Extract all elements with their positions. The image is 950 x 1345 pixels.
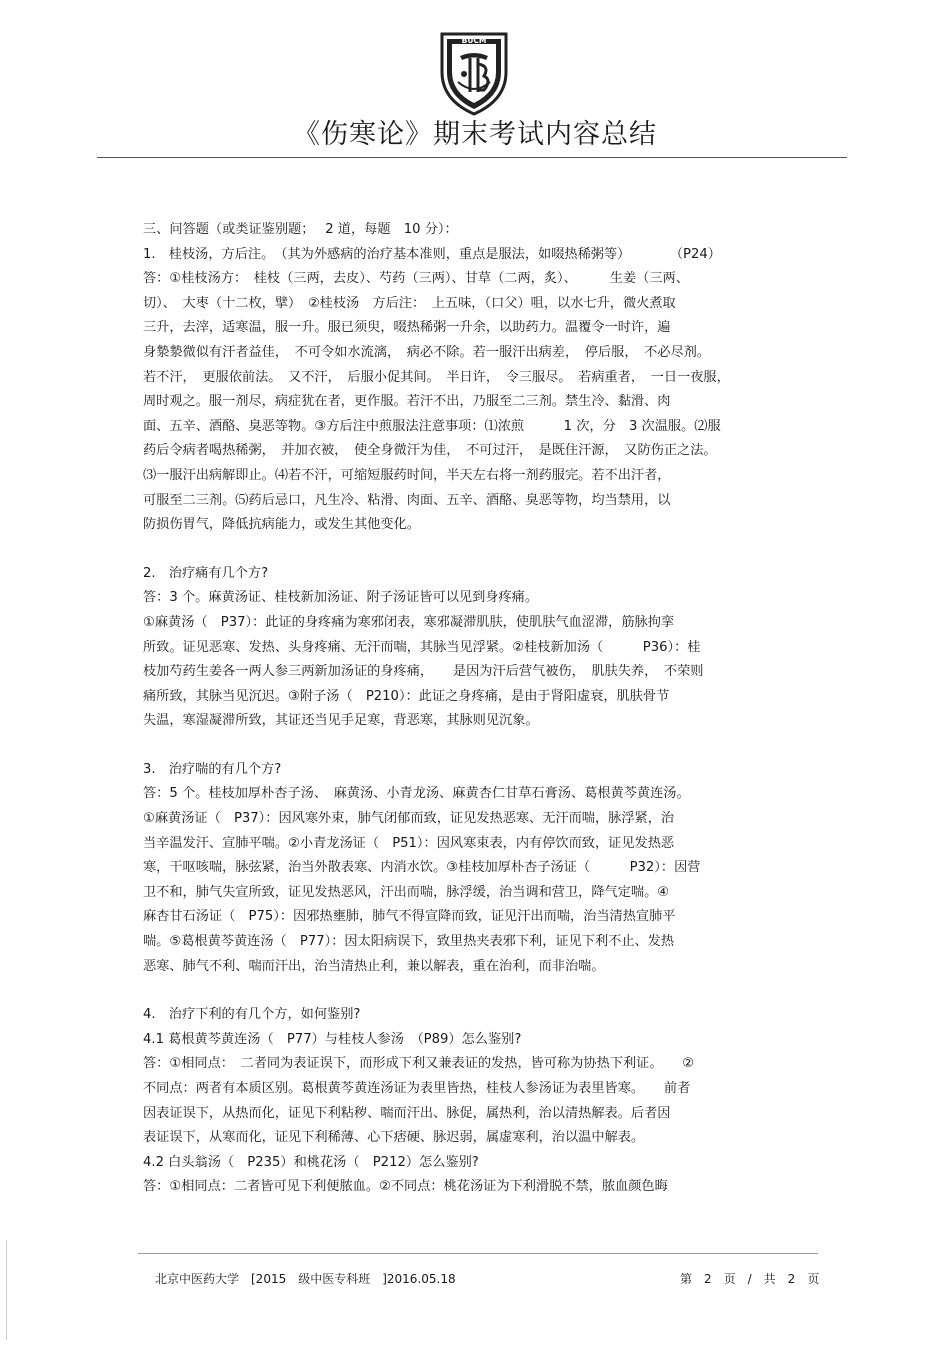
text-line: 答：①相同点： 二者同为表证误下，而形成下利又兼表证的发热，皆可称为协热下利证。 ②	[143, 1056, 695, 1072]
title-divider	[97, 157, 847, 158]
logo-text: BUCM	[461, 36, 487, 45]
text-line: 答：3 个。麻黄汤证、桂枝新加汤证、附子汤证皆可以见到身疼痛。	[143, 590, 539, 606]
text-line: 因表证误下，从热而化，证见下利粘秽、喘而汗出、脉促，属热利，治以清热解表。后者因	[143, 1105, 671, 1121]
text-line: 1. 桂枝汤，方后注。 （其为外感病的治疗基本准则，重点是服法，如啜热稀粥等） （P24）	[143, 246, 721, 262]
text-line: 麻杏甘石汤证（ P75）：因邪热壅肺，肺气不得宣降而致，证见汗出而喘，治当清热宣肺平	[143, 909, 676, 925]
text-line: 答：①桂枝汤方： 桂枝（三两，去皮）、芍药（三两）、甘草（二两，炙）、 生姜（三两、	[143, 271, 689, 287]
paragraph-gap	[143, 734, 808, 758]
bucm-logo-icon	[428, 26, 520, 118]
text-line: 不同点：两者有本质区别。葛根黄芩黄连汤证为表里皆热，桂枝人参汤证为表里皆寒。 前者	[143, 1081, 691, 1096]
text-line: ①麻黄汤证（ P37）：因风寒外束，肺气闭郁而致，证见发热恶寒、无汗而喘，脉浮紧，治	[143, 811, 675, 827]
footer-institution: 北京中医药大学 [2015 级中医专科班 ]2016.05.18	[155, 1272, 456, 1286]
text-line: 所致。证见恶寒、发热、头身疼痛、无汗而喘，其脉当见浮紧。②桂枝新加汤（ P36）：桂	[143, 639, 701, 655]
sub-question-heading: 4.1 葛根黄芩黄连汤（ P77）与桂枝人参汤 （P89）怎么鉴别?	[143, 1031, 522, 1047]
paragraph-gap	[143, 538, 808, 562]
question-heading: 4. 治疗下利的有几个方，如何鉴别?	[143, 1007, 361, 1023]
text-line: 喘。⑤葛根黄芩黄连汤（ P77）：因太阳病误下，致里热夹表邪下利，证见下利不止、发热	[143, 934, 675, 950]
text-line: 周时观之。服一剂尽，病症犹在者，更作服。若汗不出，乃服至二三剂。禁生冷、黏滑、肉	[143, 394, 671, 410]
paragraph-gap	[143, 979, 808, 1003]
text-line: 失温，寒湿凝滞所致，其证还当见手足寒，背恶寒，其脉则见沉象。	[143, 713, 539, 729]
text-line: 卫不和，肺气失宣所致，证见发热恶风，汗出而喘，脉浮缓，治当调和营卫，降气定喘。④	[143, 884, 670, 900]
text-line: 面、五辛、酒酪、臭恶等物。③方后注中煎服法注意事项：⑴浓煎 1 次，分 3 次温服。⑵服	[143, 418, 721, 434]
text-line: 三升，去滓，适寒温，服一升。服已须臾，啜热稀粥一升余，以助药力。温覆令一时许，遍	[143, 320, 671, 336]
question-heading: 2. 治疗痛有几个方?	[143, 565, 269, 581]
text-line: 身漐漐微似有汗者益佳， 不可令如水流漓， 病必不除。若一服汗出病差， 停后服， 不必尽剂。	[143, 344, 711, 360]
text-line: 恶寒、肺气不利、喘而汗出，治当清热止利，兼以解表，重在治利，而非治喘。	[143, 958, 605, 974]
page-edge-line	[6, 1240, 7, 1340]
footer-divider	[138, 1253, 818, 1254]
text-line: 表证误下，从寒而化，证见下利稀薄、心下痞硬、脉迟弱，属虚寒利，治以温中解表。	[143, 1130, 645, 1146]
page-number: 第 2 页 / 共 2 页	[680, 1272, 820, 1286]
text-line: ⑶一服汗出病解即止。⑷若不汗，可缩短服药时间，半天左右将一剂药服完。若不出汗者，	[143, 467, 671, 483]
text-line: 答：①相同点：二者皆可见下利便脓血。②不同点：桃花汤证为下利滑脱不禁，脓血颜色晦	[143, 1179, 668, 1195]
text-line: 痛所致，其脉当见沉迟。③附子汤（ P210）：此证之身疼痛，是由于肾阳虚衰，肌肤骨节	[143, 688, 670, 704]
text-line: 寒，干呕咳喘，脉弦紧，治当外散表寒、内消水饮。③桂枝加厚朴杏子汤证（ P32）：因营	[143, 860, 701, 876]
text-line: 防损伤胃气，降低抗病能力，或发生其他变化。	[143, 517, 420, 533]
text-line: ①麻黄汤（ P37）：此证的身疼痛为寒邪闭表，寒邪凝滞肌肤，使肌肤气血涩滞，筋脉拘挛	[143, 614, 675, 630]
text-line: 枝加芍药生姜各一两人参三两新加汤证的身疼痛， 是因为汗后营气被伤， 肌肤失养， 不荣则	[143, 664, 704, 680]
document-body	[143, 218, 808, 1200]
question-heading: 3. 治疗喘的有几个方?	[143, 761, 282, 777]
text-line: 三、问答题（或类证鉴别题； 2 道，每题 10 分）：	[143, 222, 458, 237]
text-line: 答：5 个。桂枝加厚朴杏子汤、 麻黄汤、小青龙汤、麻黄杏仁甘草石膏汤、葛根黄芩黄连汤。	[143, 786, 690, 802]
sub-question-heading: 4.2 白头翁汤（ P235）和桃花汤（ P212）怎么鉴别?	[143, 1154, 479, 1170]
text-line: 药后令病者喝热稀粥， 并加衣被， 使全身微汗为佳， 不可过汗， 是既住汗源， 又防伤正之法。	[143, 443, 717, 459]
text-line: 切）、 大枣（十二枚，擘） ②桂枝汤 方后注： 上五味，（口父）咀，以水七升，微火煮取	[143, 295, 676, 311]
text-line: 可服至二三剂。⑸药后忌口，凡生冷、粘滑、肉面、五辛、酒酪、臭恶等物，均当禁用，以	[143, 492, 671, 508]
text-line: 若不汗， 更服依前法。 又不汗， 后服小促其间。 半日许， 令三服尽。 若病重者， 一日一夜服，	[143, 369, 730, 385]
text-line: 当辛温发汗、宣肺平喘。②小青龙汤证（ P51）：因风寒束表，内有停饮而致，证见发热恶	[143, 835, 675, 851]
document-title: 《伤寒论》期末考试内容总结	[293, 119, 657, 150]
